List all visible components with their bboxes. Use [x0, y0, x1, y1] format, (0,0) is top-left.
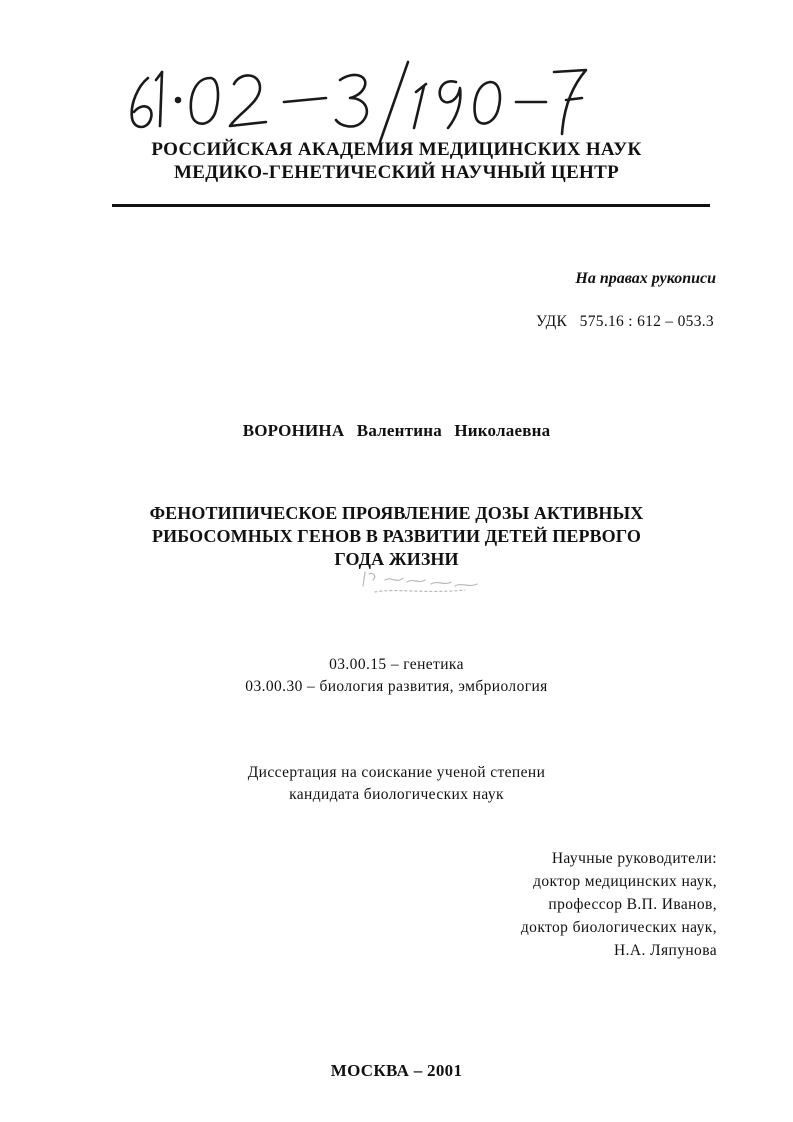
institution-line-1: РОССИЙСКАЯ АКАДЕМИЯ МЕДИЦИНСКИХ НАУК — [151, 139, 642, 160]
thesis-title-line-2: РИБОСОМНЫХ ГЕНОВ В РАЗВИТИИ ДЕТЕЙ ПЕРВОГО — [152, 526, 641, 546]
specialty-1: 03.00.15 – генетика — [329, 656, 464, 673]
thesis-title-line-3: ГОДА ЖИЗНИ — [334, 549, 459, 569]
author-surname: ВОРОНИНА — [242, 421, 345, 440]
degree-line-2: кандидата биологических наук — [289, 786, 504, 803]
udc-code: УДК 575.16 : 612 – 053.3 — [535, 313, 714, 330]
supervisor-line: профессор В.П. Иванов, — [548, 896, 717, 913]
author-patronymic: Николаевна — [454, 421, 551, 440]
city-year: МОСКВА – 2001 — [330, 1061, 463, 1080]
supervisor-line: доктор биологических наук, — [520, 919, 717, 936]
faint-stamp — [355, 566, 485, 598]
author-first-name: Валентина — [356, 421, 442, 440]
institution-line-2: МЕДИКО-ГЕНЕТИЧЕСКИЙ НАУЧНЫЙ ЦЕНТР — [173, 162, 620, 183]
supervisor-line: доктор медицинских наук, — [533, 873, 717, 890]
manuscript-note: На правах рукописи — [575, 270, 716, 287]
supervisors-heading: Научные руководители: — [551, 850, 717, 867]
thesis-title-line-1: ФЕНОТИПИЧЕСКОЕ ПРОЯВЛЕНИЕ ДОЗЫ АКТИВНЫХ — [149, 503, 644, 523]
header-divider — [112, 204, 710, 207]
author-name — [0, 421, 793, 441]
specialty-2: 03.00.30 – биология развития, эмбриология — [245, 678, 548, 695]
handwritten-archive-number — [118, 56, 598, 146]
supervisor-line: Н.А. Ляпунова — [614, 942, 717, 959]
degree-line-1: Диссертация на соискание ученой степени — [247, 764, 546, 781]
